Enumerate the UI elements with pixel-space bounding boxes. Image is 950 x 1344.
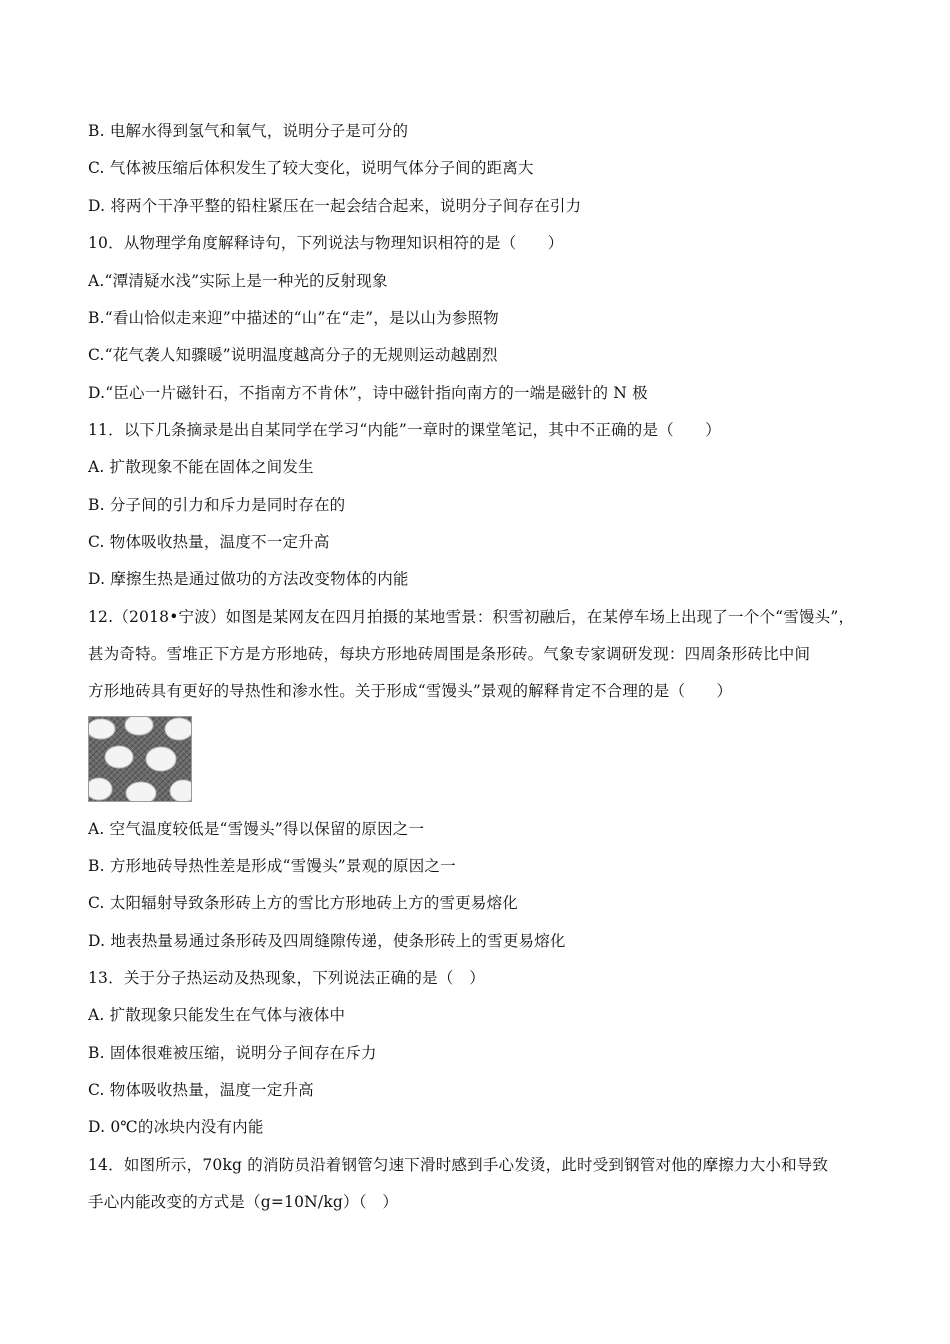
q12-stem-line-1: 12.（2018•宁波）如图是某网友在四月拍摄的某地雪景：积雪初融后，在某停车场上出现了一个个“雪馒头”， [88,608,855,626]
q13-option-b: B. 固体很难被压缩，说明分子间存在斥力 [88,1044,377,1062]
snow-mound [146,747,176,771]
q13-option-a: A. 扩散现象只能发生在气体与液体中 [88,1006,346,1024]
q10-option-a: A.“潭清疑水浅”实际上是一种光的反射现象 [88,272,388,290]
q12-stem-line-2: 甚为奇特。雪堆正下方是方形地砖，每块方形地砖周围是条形砖。气象专家调研发现：四周条形砖比中间 [88,645,811,663]
snow-mound [165,718,191,740]
q13-stem: 13．关于分子热运动及热现象，下列说法正确的是（ ） [88,969,485,987]
q10-option-c: C.“花气袭人知骤暖”说明温度越高分子的无规则运动越剧烈 [88,346,498,364]
snow-mound [126,782,156,801]
snow-mound [89,778,112,800]
snow-mound [125,717,153,735]
q11-option-b: B. 分子间的引力和斥力是同时存在的 [88,496,346,514]
q13-option-c: C. 物体吸收热量，温度一定升高 [88,1081,314,1099]
q9-option-c: C. 气体被压缩后体积发生了较大变化，说明气体分子间的距离大 [88,159,534,177]
snow-mound [89,719,115,739]
snow-mound [170,780,191,801]
snow-mound-photo [88,716,192,802]
snow-mound [105,746,133,768]
q11-option-a: A. 扩散现象不能在固体之间发生 [88,458,314,476]
q11-option-c: C. 物体吸收热量，温度不一定升高 [88,533,330,551]
q10-option-d: D.“臣心一片磁针石，不指南方不肯休”，诗中磁针指向南方的一端是磁针的 N 极 [88,384,648,402]
q11-option-d: D. 摩擦生热是通过做功的方法改变物体的内能 [88,570,409,588]
snow-mound-illustration [89,717,191,801]
q9-option-b: B. 电解水得到氢气和氧气，说明分子是可分的 [88,122,409,140]
q12-option-d: D. 地表热量易通过条形砖及四周缝隙传递，使条形砖上的雪更易熔化 [88,932,566,950]
q9-option-d: D. 将两个干净平整的铅柱紧压在一起会结合起来，说明分子间存在引力 [88,197,582,215]
q14-stem-line-2: 手心内能改变的方式是（g=10N/kg）（ ） [88,1193,399,1211]
q11-stem: 11．以下几条摘录是出自某同学在学习“内能”一章时的课堂笔记，其中不正确的是（ ） [88,421,721,439]
q10-stem: 10．从物理学角度解释诗句，下列说法与物理知识相符的是（ ） [88,234,564,252]
q12-option-c: C. 太阳辐射导致条形砖上方的雪比方形地砖上方的雪更易熔化 [88,894,518,912]
q13-option-d: D. 0℃的冰块内没有内能 [88,1118,264,1136]
q12-option-a: A. 空气温度较低是“雪馒头”得以保留的原因之一 [88,820,425,838]
q14-stem-line-1: 14．如图所示，70kg 的消防员沿着钢管匀速下滑时感到手心发烫，此时受到钢管对他的摩擦力大小和导致 [88,1156,829,1174]
q10-option-b: B.“看山恰似走来迎”中描述的“山”在“走”，是以山为参照物 [88,309,499,327]
q12-stem-line-3: 方形地砖具有更好的导热性和渗水性。关于形成“雪馒头”景观的解释肯定不合理的是（ ） [88,682,733,700]
q12-option-b: B. 方形地砖导热性差是形成“雪馒头”景观的原因之一 [88,857,456,875]
